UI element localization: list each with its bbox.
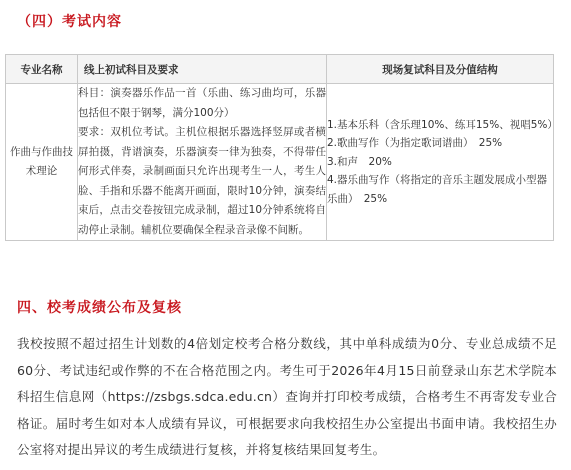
section-title-exam-content: （四）考试内容 — [17, 14, 122, 30]
online-requirements-cell — [78, 84, 327, 241]
structure-item: 2.歌曲写作（为指定歌词谱曲） 25% — [327, 137, 503, 150]
requirement-rules: 要求：双机位考试。主机位根据乐器选择竖屏或者横屏拍摄，背谱演奏，乐器演奏一律为独奏，不得带任何形式伴奏，录制画面只允许出现考生一人，考生人脸、手指和乐器不能离开画面，限时10分钟，演奏结束后，点击交卷按钮完成录制，超过10分钟系统将自动停止录制。辅机位要确保全程录音录像不间断。 — [78, 126, 326, 236]
table-header-row — [6, 55, 554, 84]
section-title-score-release: 四、校考成绩公布及复核 — [17, 300, 182, 316]
onsite-structure-cell — [327, 84, 558, 241]
major-name-cell: 作曲与作曲技术理论 — [6, 84, 78, 241]
structure-item: 4.器乐曲写作（将指定的音乐主题发展成小型器乐曲） 25% — [327, 174, 548, 205]
structure-item: 1.基本乐科（含乐理10%、练耳15%、视唱5%） — [327, 118, 558, 131]
header-onsite-exam: 现场复试科目及分值结构 — [327, 55, 554, 84]
header-major: 专业名称 — [6, 55, 78, 84]
requirement-subject: 科目：演奏器乐作品一首（乐曲、练习曲均可，乐器包括但不限于钢琴，满分100分） — [78, 87, 326, 119]
exam-subjects-table — [5, 54, 558, 241]
structure-item: 3.和声 20% — [327, 155, 392, 168]
header-online-exam: 线上初试科目及要求 — [78, 55, 327, 84]
table-row — [6, 84, 554, 241]
score-release-paragraph: 我校按照不超过招生计划数的4倍划定校考合格分数线，其中单科成绩为0分、专业总成绩不足60分、考试违纪或作弊的不在合格范围之内。考生可于2026年4月15日前登录山东艺术学院本科招生信息网（https://zsbgs.sdca.edu.cn）查询并打印校考成绩，合格考生不再寄发专业合格证。届时考生如对本人成绩有异议，可根据要求向我校招生办公室提出书面申请。我校招生办公室将对提出异议的考生成绩进行复核，并将复核结果回复考生。 — [17, 336, 557, 457]
